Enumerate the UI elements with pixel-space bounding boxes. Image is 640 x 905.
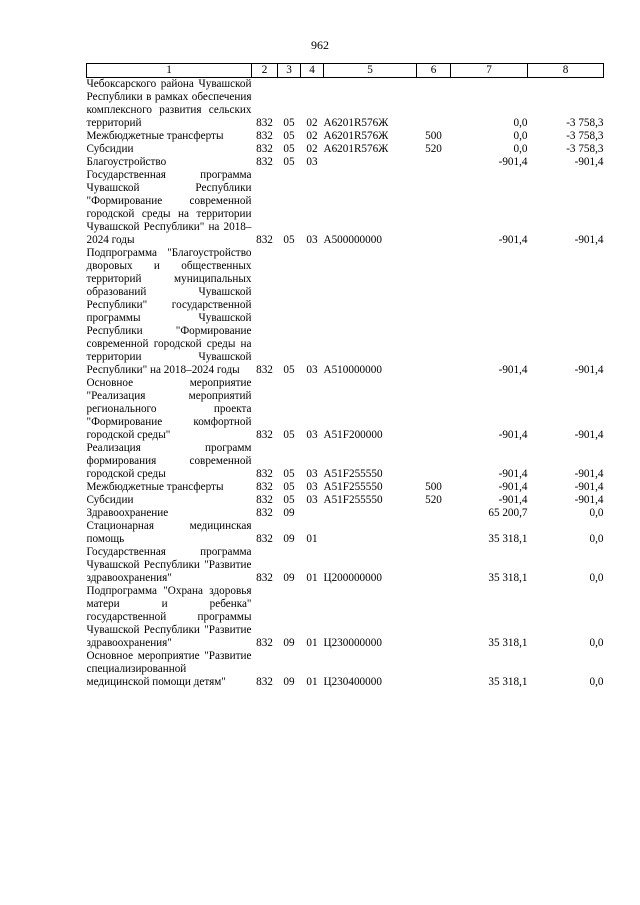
row-target-article-cell: Ц230400000 bbox=[323, 676, 382, 688]
row-section-cell: 05 bbox=[283, 429, 295, 441]
row-target-article-cell: А6201R576Ж bbox=[323, 143, 389, 155]
page-number: 962 bbox=[311, 38, 329, 52]
row-section-cell: 05 bbox=[283, 364, 295, 376]
row-name-cell: Основное мероприятие "Развитие специализированной медицинской помощи детям" bbox=[86, 650, 252, 688]
table-row bbox=[87, 520, 604, 546]
row-amount-cell: -901,4 bbox=[498, 481, 528, 493]
row-expense-type-cell bbox=[417, 585, 451, 650]
table-body bbox=[87, 78, 604, 690]
row-section-cell: 05 bbox=[283, 117, 295, 129]
row-target-article-cell bbox=[324, 507, 417, 520]
column-header: 2 bbox=[252, 64, 278, 78]
row-amount-cell: 35 318,1 bbox=[488, 533, 528, 545]
table-header-row bbox=[87, 64, 604, 78]
row-section-cell: 05 bbox=[283, 234, 295, 246]
row-subsection-cell: 03 bbox=[306, 481, 318, 493]
row-amount-cell: 35 318,1 bbox=[488, 637, 528, 649]
row-expense-type-cell bbox=[417, 169, 451, 247]
row-amount-change-cell: 0,0 bbox=[589, 507, 604, 519]
row-subsection-cell: 03 bbox=[306, 494, 318, 506]
row-amount-change-cell: -901,4 bbox=[574, 494, 604, 506]
row-section-cell: 05 bbox=[283, 156, 295, 168]
row-amount-cell: -901,4 bbox=[498, 156, 528, 168]
row-admin-code-cell: 832 bbox=[256, 364, 273, 376]
row-section-cell: 09 bbox=[283, 533, 295, 545]
row-admin-code-cell: 832 bbox=[256, 481, 273, 493]
row-target-article-cell: Ц200000000 bbox=[323, 572, 382, 584]
table-row bbox=[87, 247, 604, 377]
row-name-cell: Субсидии bbox=[86, 143, 134, 155]
row-amount-cell: -901,4 bbox=[498, 468, 528, 480]
row-subsection-cell: 02 bbox=[306, 117, 318, 129]
column-header: 8 bbox=[528, 64, 604, 78]
row-expense-type-cell bbox=[417, 377, 451, 442]
table-row bbox=[87, 546, 604, 585]
table-row bbox=[87, 377, 604, 442]
row-section-cell: 09 bbox=[283, 572, 295, 584]
table-row bbox=[87, 481, 604, 494]
row-subsection-cell bbox=[301, 507, 324, 520]
row-admin-code-cell: 832 bbox=[256, 533, 273, 545]
row-amount-change-cell: -901,4 bbox=[574, 234, 604, 246]
row-expense-type-cell bbox=[417, 247, 451, 377]
table-row bbox=[87, 78, 604, 131]
row-target-article-cell bbox=[324, 520, 417, 546]
row-expense-type-cell: 520 bbox=[425, 494, 442, 506]
row-expense-type-cell: 500 bbox=[425, 481, 442, 493]
row-name-cell: Реализация программ формирования современной городской среды bbox=[86, 442, 252, 480]
row-name-cell: Подпрограмма "Благоустройство дворовых и общественных территорий муниципальных образований Чувашской Республики" государственной программы Чувашской Республики "Формирование современной городской среды на территории Чувашской Республики" на 2018–2024 годы bbox=[86, 247, 252, 376]
row-expense-type-cell bbox=[417, 156, 451, 169]
row-name-cell: Субсидии bbox=[86, 494, 134, 506]
row-section-cell: 05 bbox=[283, 143, 295, 155]
row-expense-type-cell bbox=[417, 520, 451, 546]
row-expense-type-cell bbox=[417, 546, 451, 585]
table-row bbox=[87, 650, 604, 689]
row-target-article-cell: А51F255550 bbox=[323, 494, 383, 506]
row-subsection-cell: 03 bbox=[306, 468, 318, 480]
column-header: 1 bbox=[87, 64, 252, 78]
row-amount-change-cell: -3 758,3 bbox=[566, 117, 604, 129]
row-admin-code-cell: 832 bbox=[256, 507, 273, 519]
row-expense-type-cell: 520 bbox=[425, 143, 442, 155]
row-name-cell: Чебоксарского района Чувашской Республики в рамках обеспечения комплексного развития сельских территорий bbox=[86, 78, 252, 129]
column-header: 5 bbox=[324, 64, 417, 78]
table-row bbox=[87, 442, 604, 481]
row-amount-cell: 0,0 bbox=[513, 130, 528, 142]
row-admin-code-cell: 832 bbox=[256, 494, 273, 506]
row-target-article-cell: А6201R576Ж bbox=[323, 117, 389, 129]
row-expense-type-cell bbox=[417, 650, 451, 689]
row-subsection-cell: 03 bbox=[306, 429, 318, 441]
row-amount-change-cell: -901,4 bbox=[574, 156, 604, 168]
row-target-article-cell: А51F255550 bbox=[323, 481, 383, 493]
row-name-cell: Благоустройство bbox=[86, 156, 167, 168]
table-row bbox=[87, 585, 604, 650]
row-amount-change-cell: -901,4 bbox=[574, 429, 604, 441]
row-name-cell: Государственная программа Чувашской Республики "Развитие здравоохранения" bbox=[86, 546, 252, 584]
row-subsection-cell: 03 bbox=[306, 156, 318, 168]
table-row bbox=[87, 130, 604, 143]
row-subsection-cell: 03 bbox=[306, 234, 318, 246]
table-row bbox=[87, 143, 604, 156]
row-section-cell: 05 bbox=[283, 494, 295, 506]
row-expense-type-cell bbox=[417, 507, 451, 520]
row-amount-cell: -901,4 bbox=[498, 364, 528, 376]
row-target-article-cell: А51F200000 bbox=[323, 429, 383, 441]
column-header: 6 bbox=[417, 64, 451, 78]
row-amount-cell: 35 318,1 bbox=[488, 676, 528, 688]
column-header: 7 bbox=[451, 64, 528, 78]
row-amount-change-cell: -3 758,3 bbox=[566, 130, 604, 142]
row-section-cell: 05 bbox=[283, 130, 295, 142]
row-amount-change-cell: 0,0 bbox=[589, 533, 604, 545]
row-section-cell: 09 bbox=[283, 637, 295, 649]
row-section-cell: 05 bbox=[283, 468, 295, 480]
row-subsection-cell: 01 bbox=[306, 637, 318, 649]
row-amount-change-cell: -901,4 bbox=[574, 481, 604, 493]
table-row bbox=[87, 169, 604, 247]
row-target-article-cell: А6201R576Ж bbox=[323, 130, 389, 142]
row-admin-code-cell: 832 bbox=[256, 234, 273, 246]
row-subsection-cell: 02 bbox=[306, 130, 318, 142]
row-amount-change-cell: 0,0 bbox=[589, 676, 604, 688]
row-subsection-cell: 03 bbox=[306, 364, 318, 376]
row-admin-code-cell: 832 bbox=[256, 676, 273, 688]
row-amount-cell: 0,0 bbox=[513, 143, 528, 155]
row-subsection-cell: 02 bbox=[306, 143, 318, 155]
row-name-cell: Здравоохранение bbox=[86, 507, 169, 519]
row-section-cell: 09 bbox=[283, 676, 295, 688]
row-amount-cell: 0,0 bbox=[513, 117, 528, 129]
row-subsection-cell: 01 bbox=[306, 676, 318, 688]
table-row bbox=[87, 156, 604, 169]
row-subsection-cell: 01 bbox=[306, 533, 318, 545]
row-amount-change-cell: 0,0 bbox=[589, 572, 604, 584]
column-header: 3 bbox=[278, 64, 301, 78]
row-subsection-cell: 01 bbox=[306, 572, 318, 584]
row-amount-cell: -901,4 bbox=[498, 494, 528, 506]
row-amount-cell: -901,4 bbox=[498, 234, 528, 246]
row-section-cell: 05 bbox=[283, 481, 295, 493]
row-name-cell: Основное мероприятие "Реализация мероприятий регионального проекта "Формирование комфортной городской среды" bbox=[86, 377, 252, 441]
row-admin-code-cell: 832 bbox=[256, 117, 273, 129]
budget-table bbox=[86, 63, 604, 689]
row-amount-change-cell: -901,4 bbox=[574, 468, 604, 480]
row-admin-code-cell: 832 bbox=[256, 637, 273, 649]
row-name-cell: Подпрограмма "Охрана здоровья матери и ребенка" государственной программы Чувашской Республики "Развитие здравоохранения" bbox=[86, 585, 252, 649]
row-expense-type-cell bbox=[417, 442, 451, 481]
row-admin-code-cell: 832 bbox=[256, 143, 273, 155]
table-row bbox=[87, 507, 604, 520]
row-admin-code-cell: 832 bbox=[256, 156, 273, 168]
row-amount-cell: -901,4 bbox=[498, 429, 528, 441]
table-row bbox=[87, 494, 604, 507]
row-amount-change-cell: -3 758,3 bbox=[566, 143, 604, 155]
row-name-cell: Государственная программа Чувашской Республики "Формирование современной городской среды на территории Чувашской Республики" на 2018–2024 годы bbox=[86, 169, 252, 246]
row-amount-cell: 35 318,1 bbox=[488, 572, 528, 584]
row-target-article-cell bbox=[324, 156, 417, 169]
column-header: 4 bbox=[301, 64, 324, 78]
row-target-article-cell: А500000000 bbox=[323, 234, 382, 246]
row-target-article-cell: А51F255550 bbox=[323, 468, 383, 480]
row-expense-type-cell bbox=[417, 78, 451, 131]
row-expense-type-cell: 500 bbox=[425, 130, 442, 142]
row-amount-cell: 65 200,7 bbox=[488, 507, 528, 519]
row-name-cell: Межбюджетные трансферты bbox=[86, 130, 224, 142]
row-target-article-cell: А510000000 bbox=[323, 364, 382, 376]
row-name-cell: Стационарная медицинская помощь bbox=[86, 520, 252, 545]
row-admin-code-cell: 832 bbox=[256, 572, 273, 584]
row-target-article-cell: Ц230000000 bbox=[323, 637, 382, 649]
row-admin-code-cell: 832 bbox=[256, 130, 273, 142]
row-admin-code-cell: 832 bbox=[256, 429, 273, 441]
row-admin-code-cell: 832 bbox=[256, 468, 273, 480]
row-amount-change-cell: 0,0 bbox=[589, 637, 604, 649]
row-section-cell: 09 bbox=[283, 507, 295, 519]
row-name-cell: Межбюджетные трансферты bbox=[86, 481, 224, 493]
row-amount-change-cell: -901,4 bbox=[574, 364, 604, 376]
